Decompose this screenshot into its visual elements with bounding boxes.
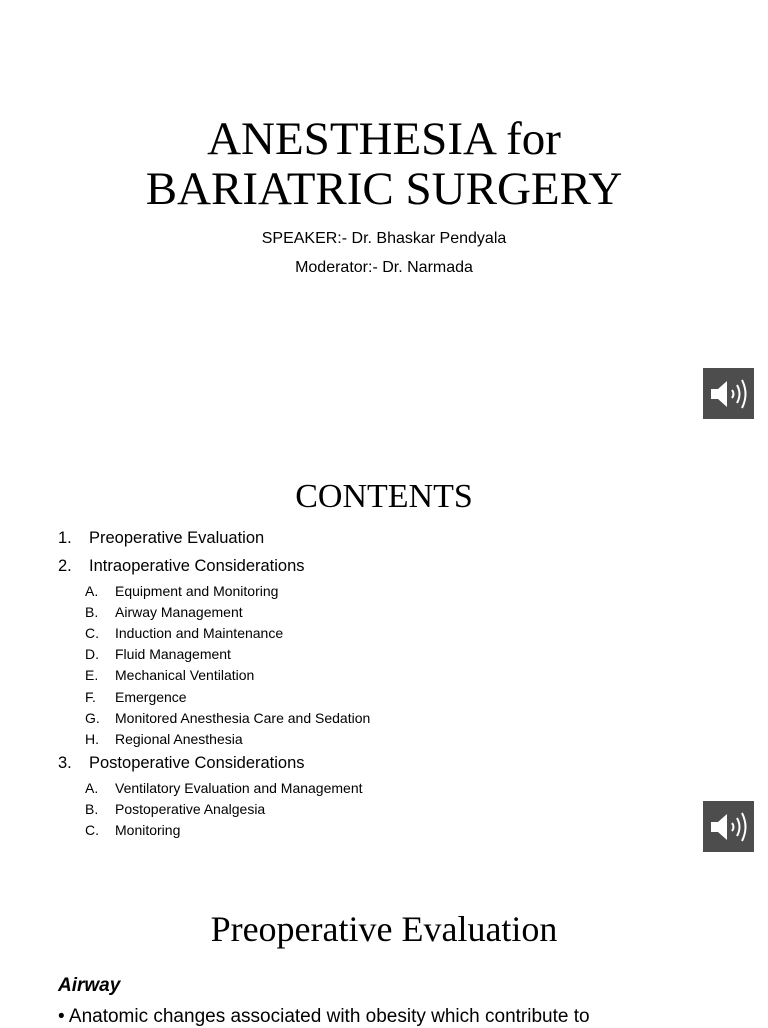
contents-subitem-label: Regional Anesthesia (115, 730, 243, 747)
contents-subitem (58, 622, 698, 643)
contents-subitem (58, 728, 698, 749)
contents-subitem-label: Ventilatory Evaluation and Management (115, 779, 363, 796)
contents-subitem (58, 686, 698, 707)
bullet-item (58, 1006, 590, 1028)
contents-item-label: Postoperative Considerations (89, 753, 305, 772)
contents-item (58, 750, 698, 778)
presentation-title (0, 114, 768, 214)
contents-subitem-label: Fluid Management (115, 646, 231, 663)
contents-item (58, 525, 698, 553)
preoperative-slide (0, 896, 768, 1027)
contents-subitem-letter: D. (85, 646, 99, 663)
contents-subitem-letter: B. (85, 800, 99, 817)
contents-subitem-letter: C. (85, 821, 99, 838)
title-line-1: ANESTHESIA for (207, 113, 561, 165)
contents-subitem-letter: B. (85, 603, 99, 620)
contents-subitem-letter: H. (85, 730, 99, 747)
contents-subitem-label: Equipment and Monitoring (115, 582, 279, 599)
title-line-2: BARIATRIC SURGERY (145, 163, 623, 215)
contents-subitem-label: Induction and Maintenance (115, 624, 284, 641)
contents-subitem-label: Airway Management (115, 603, 243, 620)
contents-subitem-label: Monitoring (115, 821, 181, 838)
contents-subitem (58, 580, 698, 601)
speaker-name: SPEAKER:- Dr. Bhaskar Pendyala (261, 230, 507, 247)
contents-subitem-letter: C. (85, 624, 99, 641)
contents-subitem (58, 798, 698, 819)
contents-subitem-label: Postoperative Analgesia (115, 800, 266, 817)
slide-title: Preoperative Evaluation (210, 909, 558, 949)
speaker-volume-icon (707, 809, 751, 845)
contents-item-label: Intraoperative Considerations (89, 556, 305, 575)
contents-subitem-letter: F. (85, 688, 96, 705)
contents-subitem-label: Emergence (115, 688, 187, 705)
contents-item-label: Preoperative Evaluation (89, 529, 265, 548)
contents-subitem (58, 707, 698, 728)
contents-subitem-label: Mechanical Ventilation (115, 667, 255, 684)
contents-subitem (58, 665, 698, 686)
contents-slide (0, 470, 768, 860)
contents-subitem-letter: G. (85, 709, 100, 726)
contents-subitem (58, 644, 698, 665)
moderator-name: Moderator:- Dr. Narmada (295, 259, 473, 276)
speaker-volume-icon (707, 376, 751, 412)
contents-subitem-letter: E. (85, 667, 99, 684)
bullet-marker: • (58, 1006, 65, 1027)
contents-subitem-letter: A. (85, 582, 99, 599)
contents-item-number: 3. (58, 753, 72, 772)
contents-subitem (58, 819, 698, 840)
section-heading: Airway (58, 975, 121, 996)
contents-item (58, 553, 698, 581)
contents-list (58, 525, 698, 841)
bullet-text: Anatomic changes associated with obesity which contribute to (68, 1006, 590, 1027)
contents-title: CONTENTS (295, 478, 473, 515)
audio-play-button[interactable] (703, 801, 754, 852)
title-slide (0, 0, 768, 432)
contents-item-number: 1. (58, 529, 72, 548)
contents-item-number: 2. (58, 556, 72, 575)
contents-subitem (58, 777, 698, 798)
contents-subitem-letter: A. (85, 779, 99, 796)
contents-subitem (58, 601, 698, 622)
contents-subitem-label: Monitored Anesthesia Care and Sedation (115, 709, 371, 726)
audio-play-button[interactable] (703, 368, 754, 419)
